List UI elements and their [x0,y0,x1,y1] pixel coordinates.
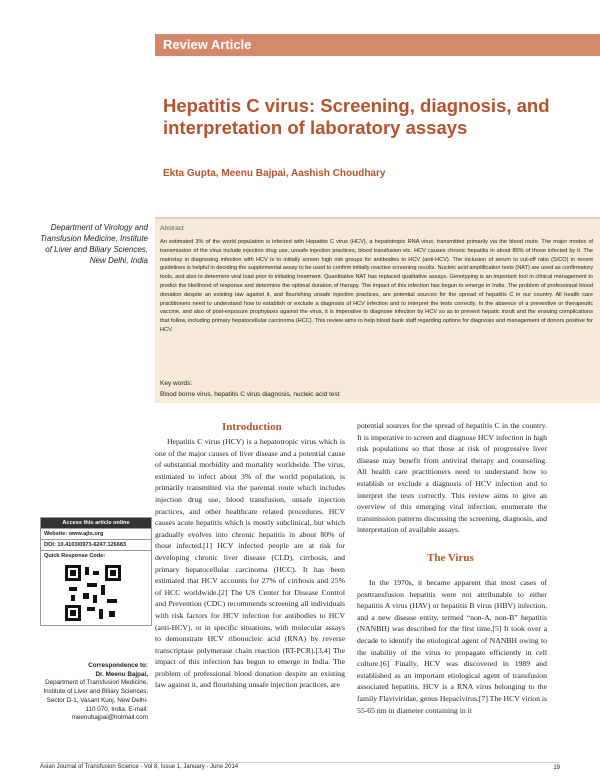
page-number: 19 [553,765,560,771]
correspondence-name: Dr. Meenu Bajpai, [95,670,148,678]
section-banner [155,34,600,56]
introduction-heading: Introduction [222,421,282,433]
abstract-box [155,217,600,403]
qr-code-icon [65,565,121,621]
virus-column [357,577,547,716]
page-footer [40,762,560,770]
abstract-label: Abstract [160,225,184,232]
access-website[interactable]: Website: www.ajts.org [41,528,151,539]
access-box [40,517,152,626]
abstract-text: An estimated 3% of the world population is infected with Hepatitis C virus (HCV), a hepatotropic RNA virus, transmitted primarily via the blood route. The major modes of transmission of the virus include injection drug use, unsafe injection practices, blood transfusion etc. HCV causes chronic hepatitis in about 80% of those infected by it. The mainstay in diagnosing infection with HCV is to initially screen high risk groups for antibodies to HCV (anti-HCV). The inclusion of serum to cut-off ratio (S/CO) in recent guidelines is helpful in deciding the supplemental assay to be used to confirm initially reactive screening results. Nucleic acid amplification tests (NAT) are used as confirmatory tools, and also to determine viral load prior to initiating treatment. Quantitative NAT has replaced qualitative assays. Genotyping is an important tool in clinical management to predict the likelihood of response and determine the optimal duration of therapy. The impact of this infection has begun to emerge in India. The problem of professional blood donation despite an existing law against it, and flourishing unsafe injection practices, are potential sources for the spread of hepatitis C in our country. All health care practitioners need to understand how to establish or exclude a diagnosis of HCV infection and to interpret the tests correctly. In the absence of a preventive or therapeutic vaccine, and also of post-exposure prophylaxis against the virus, it is imperative to diagnose infection by HCV so as to prevent hepatic insult and the ensuing complications that follow, including primary hepatocellular carcinoma (HCC). This review aims to help blood bank staff regarding options for diagnosis and management of donors positive for HCV. [160,239,593,333]
right-column [357,420,547,536]
virus-heading: The Virus [427,552,474,564]
intro-paragraph-continued: potential sources for the spread of hepatitis C in the country. It is imperative to screen and diagnose HCV infection in high risk populations so that those at risk of progressive liver disease may benefit from antiviral therapy and counseling. All health care practitioners need to understand how to establish or exclude a diagnosis of HCV infection and to interpret the tests correctly. This review aims to give an overview of this emerging viral infection, enumerate the transmission patterns discussing the screening, diagnosis, and interpretation of available assays. [357,421,547,535]
article-title: Hepatitis C virus: Screening, diagnosis, and interpretation of laboratory assays [163,95,550,138]
access-doi[interactable]: DOI: 10.4103/0973-6247.126683 [41,539,151,550]
access-header: Access this article online [41,518,151,528]
intro-paragraph: Hepatitis C virus (HCV) is a hepatotropic virus which is one of the major causes of liver disease and a potential cause of substantial morbidity and mortality worldwide. The virus, estimated to infect about 3% of the world population, is primarily transmitted via the parental route which includes injection drug use, blood transfusion, unsafe injection practices, and other healthcare related procedures. HCV causes acute hepatitis which is mostly subclinical, but which gradually evolves into chronic hepatitis in about 80% of those infected.[1] HCV infected people are at risk for developing chronic liver disease (CLD), cirrhosis, and primary hepatocellular carcinoma (HCC). It has been estimated that HCV accounts for 27% of cirrhosis and 25% of HCC worldwide.[2] The US Center for Disease Control and Prevention (CDC) recommends screening all individuals with risk factors for HCV infection for antibodies to HCV (anti-HCV), or in specific situations, with molecular assays to demonstrate HCV ribonucleic acid (RNA) by reverse transcriptase polymerase chain reaction (RT-PCR).[3,4] The impact of this infection has begun to emerge in India. The problem of professional blood donation despite an existing law against it, and flourishing unsafe injection practices, are [155,437,345,690]
journal-citation: Asian Journal of Transfusion Science - Vol 8, Issue 1, January - June 2014 [40,764,239,770]
keywords-label: Key words: [160,380,193,387]
virus-paragraph: In the 1970s, it became apparent that most cases of posttransfusion hepatitis were not attributable to either hepatitis A virus (HAV) or hepatitis B virus (HBV) infection, and a new disease entity, termed “non-A, non-B” hepatitis (NANBH) was described for the first time.[5] It took over a decade to identify the etiological agent of NANBH owing to the inability of the virus to propagate efficiently in cell culture.[6] Finally, HCV was discovered in 1989 and established as an important etiological agent of transfusion associated hepatitis. HCV is a RNA virus belonging to the family Flaviviridae, genus Hepacivirus.[7] The HCV virion is 55-65 nm in diameter containing in it [357,578,547,715]
left-column [155,436,345,691]
correspondence-address: Department of Transfusion Medicine, Institute of Liver and Biliary Sciences, Sector D-1, Vasant Kunj, New Delhi-110 070, India. E-mail: meenubajpai@hotmail.com [43,679,148,722]
affiliation: Department of Virology and Transfusion Medicine, Institute of Liver and Biliary Sciences, New Delhi, India [40,223,148,265]
keywords-text: Blood borne virus, hepatitis C virus diagnosis, nucleic acid test [160,391,340,398]
access-qr-label: Quick Response Code: [41,550,151,561]
section-label: Review Article [163,37,252,52]
correspondence-label: Correspondence to: [88,662,148,669]
author-list: Ekta Gupta, Meenu Bajpai, Aashish Choudhary [163,168,386,179]
correspondence [40,662,148,723]
